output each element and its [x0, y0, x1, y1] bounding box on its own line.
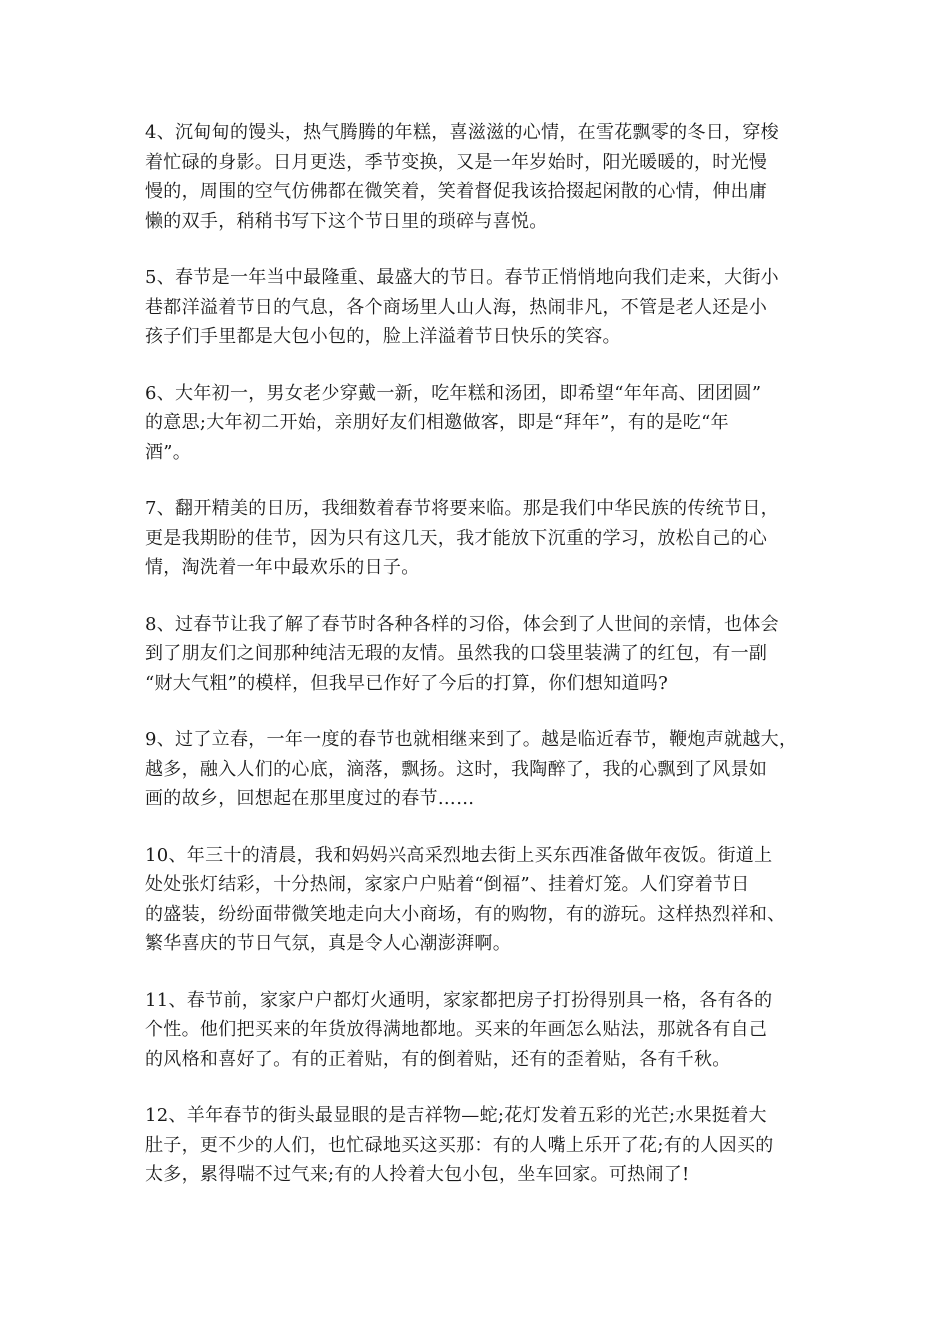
paragraph-line: 12、羊年春节的街头最显眼的是吉祥物—蛇;花灯发着五彩的光芒;水果挺着大 — [145, 1105, 767, 1126]
paragraph-line: 画的故乡，回想起在那里度过的春节…… — [145, 788, 475, 809]
paragraph-line: 7、翻开精美的日历，我细数着春节将要来临。那是我们中华民族的传统节日， — [145, 498, 779, 519]
paragraph-line: 处处张灯结彩，十分热闹，家家户户贴着“倒福”、挂着灯笼。人们穿着节日 — [145, 874, 750, 895]
paragraph-7 — [145, 494, 817, 583]
paragraph-line: 巷都洋溢着节日的气息，各个商场里人山人海，热闹非凡，不管是老人还是小 — [145, 296, 768, 318]
paragraph-line: 4、沉甸甸的馒头，热气腾腾的年糕，喜滋滋的心情，在雪花飘零的冬日，穿梭 — [145, 122, 779, 143]
paragraph-line: 的意思;大年初二开始，亲朋好友们相邀做客，即是“拜年”，有的是吃“年 — [145, 412, 729, 433]
paragraph-line: 6、大年初一，男女老少穿戴一新，吃年糕和汤团，即希望“年年高、团团圆” — [145, 382, 762, 404]
paragraph-line: 着忙碌的身影。日月更迭，季节变换，又是一年岁始时，阳光暖暖的，时光慢 — [145, 151, 768, 173]
paragraph-line: 到了朋友们之间那种纯洁无瑕的友情。虽然我的口袋里装满了的红包，有一副 — [145, 643, 768, 664]
paragraph-line: 更是我期盼的佳节，因为只有这几天，我才能放下沉重的学习，放松自己的心 — [145, 527, 768, 549]
paragraph-line: 11、春节前，家家户户都灯火通明，家家都把房子打扮得别具一格，各有各的 — [145, 989, 773, 1011]
paragraph-line: 慢的，周围的空气仿佛都在微笑着，笑着督促我该拾掇起闲散的心情，伸出庸 — [145, 181, 768, 202]
document-body — [145, 118, 817, 1217]
paragraph-line: 8、过春节让我了解了春节时各种各样的习俗，体会到了人世间的亲情，也体会 — [145, 613, 779, 635]
paragraph-line: 5、春节是一年当中最隆重、最盛大的节日。春节正悄悄地向我们走来，大街小 — [145, 267, 779, 288]
paragraph-line: “财大气粗”的模样，但我早已作好了今后的打算，你们想知道吗? — [145, 672, 669, 694]
paragraph-line: 酒”。 — [145, 441, 192, 463]
paragraph-11 — [145, 986, 817, 1075]
paragraph-line: 情，淘洗着一年中最欢乐的日子。 — [145, 557, 420, 578]
paragraph-line: 10、年三十的清晨，我和妈妈兴高采烈地去街上买东西准备做年夜饭。街道上 — [145, 844, 773, 866]
paragraph-line: 的盛装，纷纷面带微笑地走向大小商场，有的购物，有的游玩。这样热烈祥和、 — [145, 903, 786, 925]
paragraph-4 — [145, 118, 817, 236]
paragraph-12 — [145, 1101, 817, 1190]
paragraph-6 — [145, 379, 817, 468]
paragraph-line: 的风格和喜好了。有的正着贴，有的倒着贴，还有的歪着贴，各有千秋。 — [145, 1048, 731, 1070]
paragraph-9 — [145, 725, 817, 814]
paragraph-line: 9、过了立春，一年一度的春节也就相继来到了。越是临近春节，鞭炮声就越大， — [145, 729, 798, 750]
paragraph-line: 孩子们手里都是大包小包的，脸上洋溢着节日快乐的笑容。 — [145, 326, 621, 347]
paragraph-5 — [145, 263, 817, 352]
paragraph-line: 太多，累得喘不过气来;有的人拎着大包小包，坐车回家。可热闹了! — [145, 1164, 690, 1185]
paragraph-10 — [145, 841, 817, 959]
paragraph-line: 繁华喜庆的节日气氛，真是令人心潮澎湃啊。 — [145, 933, 511, 954]
paragraph-line: 越多，融入人们的心底，滴落，飘扬。这时，我陶醉了，我的心飘到了风景如 — [145, 758, 768, 780]
paragraph-line: 懒的双手，稍稍书写下这个节日里的琐碎与喜悦。 — [145, 210, 548, 232]
paragraph-line: 个性。他们把买来的年货放得满地都地。买来的年画怎么贴法，那就各有自己 — [145, 1019, 768, 1040]
paragraph-line: 肚子，更不少的人们，也忙碌地买这买那：有的人嘴上乐开了花;有的人因买的 — [145, 1134, 774, 1156]
paragraph-8 — [145, 610, 817, 699]
